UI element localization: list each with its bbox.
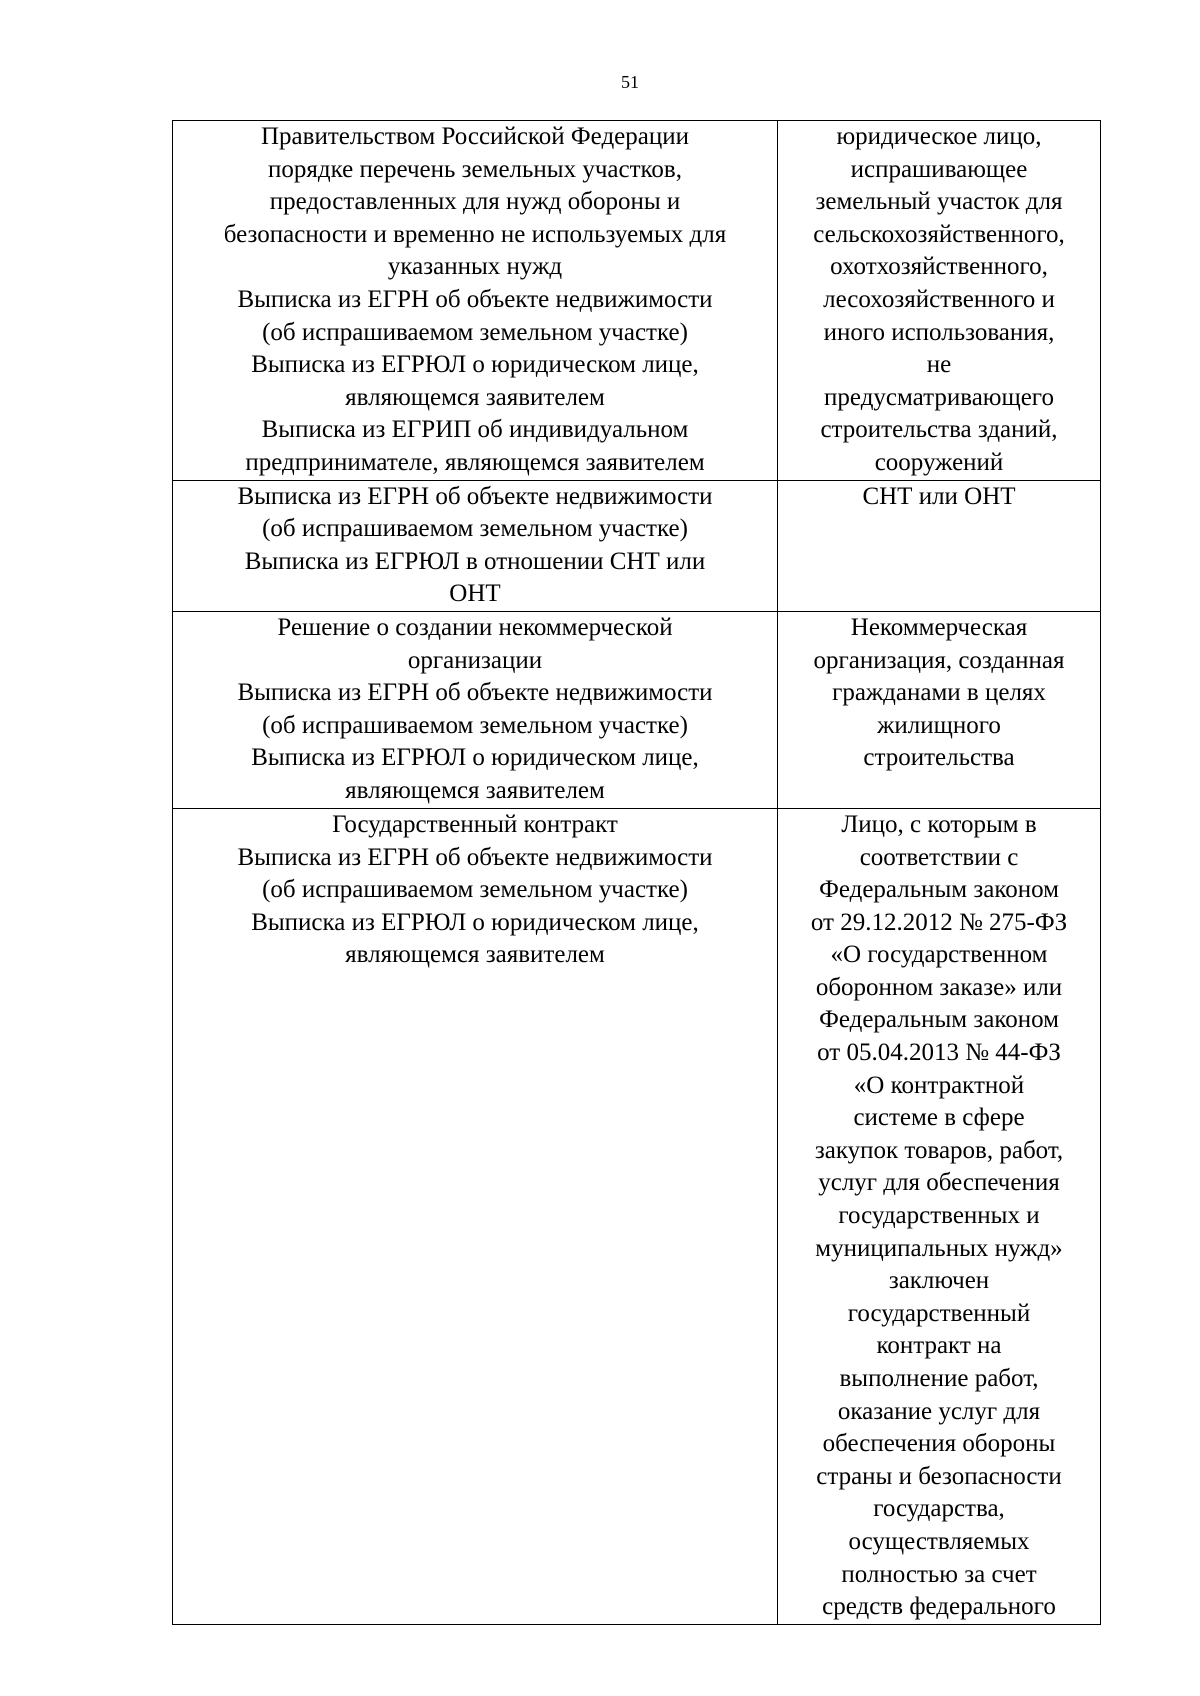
document-line: (об испрашиваемом земельном участке) — [262, 318, 688, 346]
document-line: организации — [407, 646, 543, 674]
applicant-line: государственных и — [838, 1202, 1040, 1230]
applicant-line: Лицо, с которым в — [841, 810, 1037, 838]
applicant-line: не — [926, 351, 952, 379]
applicant-cell — [778, 480, 1101, 611]
applicant-line: обеспечения обороны — [822, 1430, 1056, 1458]
applicant-line: контракт на — [876, 1332, 1002, 1360]
applicant-line: «О государственном — [830, 941, 1048, 969]
document-line: (об испрашиваемом земельном участке) — [262, 711, 688, 739]
applicant-line: соответствии с — [859, 843, 1019, 871]
applicant-line: организация, созданная — [813, 646, 1065, 674]
document-line: Выписка из ЕГРЮЛ о юридическом лице, — [251, 908, 699, 936]
applicant-line: Федеральным законом — [819, 1006, 1059, 1034]
applicant-line: услуг для обеспечения — [818, 1169, 1060, 1197]
table-row — [173, 121, 1101, 481]
document-line: Выписка из ЕГРЮЛ в отношении СНТ или — [244, 547, 706, 575]
document-line: предпринимателе, являющемся заявителем — [245, 448, 705, 476]
applicant-line: заключен — [888, 1267, 990, 1295]
applicant-line: «О контрактной — [853, 1071, 1025, 1099]
documents-cell — [173, 480, 778, 611]
document-line: Решение о создании некоммерческой — [277, 613, 673, 641]
applicant-line: земельный участок для — [815, 188, 1063, 216]
document-line: ОНТ — [449, 580, 501, 608]
document-line: Выписка из ЕГРН об объекте недвижимости — [237, 843, 713, 871]
document-line: Выписка из ЕГРЮЛ о юридическом лице, — [251, 351, 699, 379]
applicant-line: муниципальных нужд» — [815, 1234, 1063, 1262]
applicant-line: закупок товаров, работ, — [814, 1136, 1064, 1164]
applicant-cell — [778, 611, 1101, 808]
applicant-line: государственный — [847, 1299, 1031, 1327]
document-line: Выписка из ЕГРИП об индивидуальном — [261, 416, 689, 444]
document-line: Выписка из ЕГРЮЛ о юридическом лице, — [251, 744, 699, 772]
table-row — [173, 611, 1101, 808]
applicant-line: предусматривающего — [824, 383, 1054, 411]
documents-cell — [173, 121, 778, 481]
document-line: являющемся заявителем — [345, 941, 605, 969]
applicant-line: полностью за счет — [841, 1560, 1037, 1588]
page-number: 51 — [621, 72, 639, 92]
applicant-line: Некоммерческая — [850, 613, 1028, 641]
documents-table — [172, 120, 1101, 1625]
applicant-line: сельскохозяйственного, — [813, 220, 1065, 248]
applicant-line: от 29.12.2012 № 275-ФЗ — [810, 908, 1068, 936]
applicant-line: средств федерального — [822, 1593, 1056, 1621]
document-line: Выписка из ЕГРН об объекте недвижимости — [237, 679, 713, 707]
document-line: Выписка из ЕГРН об объекте недвижимости — [237, 482, 713, 510]
applicant-line: лесохозяйственного и — [823, 285, 1055, 313]
applicant-line: выполнение работ, — [839, 1365, 1039, 1392]
applicant-line: сооружений — [874, 448, 1004, 476]
applicant-line: жилищного — [877, 711, 1001, 739]
applicant-line: Федеральным законом — [819, 876, 1059, 904]
applicant-cell — [778, 121, 1101, 481]
document-line: порядке перечень земельных участков, — [268, 155, 682, 183]
applicant-cell — [778, 808, 1101, 1624]
applicant-line: осуществляемых — [848, 1527, 1030, 1555]
applicant-line: страны и безопасности — [816, 1462, 1062, 1490]
applicant-line: системе в сфере — [853, 1104, 1025, 1132]
applicant-line: государства, — [873, 1495, 1005, 1523]
applicant-line: оказание услуг для — [837, 1397, 1041, 1425]
document-line: являющемся заявителем — [345, 383, 605, 411]
applicant-line: юридическое лицо, — [836, 123, 1042, 150]
document-line: Государственный контракт — [332, 810, 618, 838]
applicant-line: СНТ или ОНТ — [862, 482, 1016, 510]
document-line: Выписка из ЕГРН об объекте недвижимости — [237, 285, 713, 313]
applicant-line: иного использования, — [823, 318, 1055, 346]
document-line: предоставленных для нужд обороны и — [269, 188, 681, 216]
document-line: Правительством Российской Федерации — [260, 123, 689, 150]
applicant-line: строительства зданий, — [820, 416, 1058, 444]
applicant-line: испрашивающее — [850, 155, 1028, 183]
applicant-line: гражданами в целях — [832, 679, 1046, 707]
documents-cell — [173, 808, 778, 1624]
documents-cell — [173, 611, 778, 808]
applicant-line: от 05.04.2013 № 44-ФЗ — [817, 1039, 1061, 1067]
document-line: являющемся заявителем — [345, 776, 605, 804]
table-row — [173, 808, 1101, 1624]
document-line: указанных нужд — [387, 253, 563, 281]
document-line: безопасности и временно не используемых для — [223, 220, 727, 248]
applicant-line: строительства — [863, 744, 1015, 772]
document-line: (об испрашиваемом земельном участке) — [262, 515, 688, 543]
table-row — [173, 480, 1101, 611]
document-line: (об испрашиваемом земельном участке) — [262, 876, 688, 904]
applicant-line: оборонном заказе» или — [815, 973, 1063, 1001]
applicant-line: охотхозяйственного, — [830, 253, 1048, 281]
